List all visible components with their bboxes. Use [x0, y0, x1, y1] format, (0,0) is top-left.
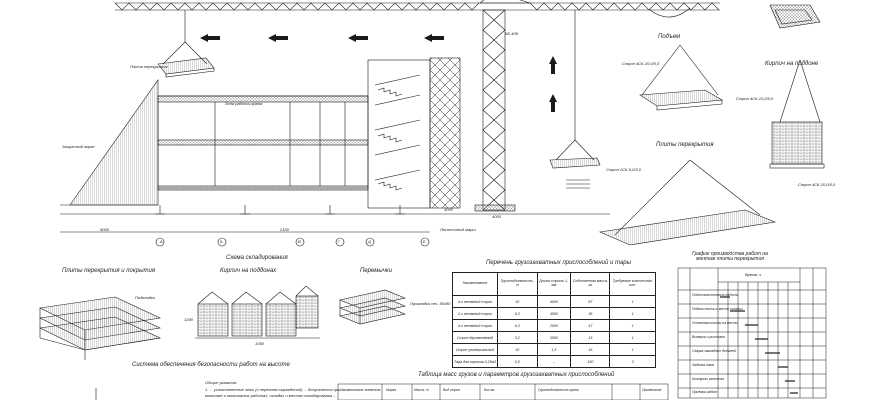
table-cell: 4000 — [537, 308, 571, 320]
table-cell: 2-х ветвевой строп — [453, 308, 498, 320]
axis-a: А — [160, 239, 163, 244]
lintel-note: Прокладки сеч. 50х80 — [410, 301, 451, 306]
table-cell: 1 — [610, 296, 656, 308]
table-row — [453, 344, 656, 356]
schedule-task-7: Контроль качества — [692, 377, 724, 381]
table-cell: 160 — [571, 356, 610, 368]
axis-e: Е — [423, 239, 426, 244]
sling-label-4: Строп 4СК-10,0/5,0 — [798, 182, 836, 187]
devices-col-length: Длина стропа, L, мм — [537, 273, 571, 296]
loads-header-1: Наименование элемента — [340, 388, 381, 392]
title-lift-floor-slabs: Плиты перекрытия — [656, 142, 714, 148]
schedule-task-2: Подача плиты к месту укладки — [692, 307, 743, 311]
title-lintels: Перемычки — [360, 268, 393, 274]
arrow-note: Зона работы крана — [225, 101, 263, 106]
storage-lintels — [340, 290, 405, 324]
schedule-task-1: Подготовительные работы — [692, 293, 739, 297]
schedule-task-6: Заделка швов — [692, 363, 715, 367]
building-section — [155, 58, 460, 214]
title-bricks-pallets: Кирпич на поддонах — [220, 268, 277, 274]
loads-header-5: Кол-во — [484, 388, 495, 392]
crane-label: КБ-408 — [505, 31, 518, 36]
earth-slope — [60, 80, 158, 205]
table-cell: 87 — [571, 296, 610, 308]
table-cell: 36 — [571, 308, 610, 320]
sling-label-1: Строп 4СК-10,0/5,0 — [622, 61, 660, 66]
table-cell: 6,3 — [498, 308, 538, 320]
title-safety-system: Система обеспечения безопасности работ на высоте — [132, 362, 290, 368]
table-cell: 1 — [610, 320, 656, 332]
axis-d: Д — [368, 239, 371, 244]
table-cell: 15 — [571, 332, 610, 344]
dimension-2: 2100 — [280, 227, 289, 232]
devices-table — [452, 272, 656, 368]
title-loads-table: Таблица масс грузов и параметров грузозахватных приспособлений — [418, 372, 615, 378]
table-cell: 4-х ветвевой строп — [453, 296, 498, 308]
sling-label-2: Строп 4СК-10,0/5,0 — [736, 96, 774, 101]
sling-label-3: Строп 2СК-5,0/3,0 — [606, 167, 641, 172]
slab-note: Плита перекрытия — [130, 64, 168, 69]
notes-line-1: 1. ... установленные зоны (с перечнем ограждений) ... допускается при ... — [205, 387, 345, 392]
sling-diagrams — [600, 5, 824, 245]
dimension-4: 4000 — [492, 214, 501, 219]
storage-slabs — [40, 297, 160, 360]
loads-header-2: Марка — [386, 388, 397, 392]
table-cell: 6,3 — [498, 320, 538, 332]
loads-header-4: Вид строп — [443, 388, 461, 392]
table-cell: Строп универсальный — [453, 344, 498, 356]
dimension-1: 9000 — [100, 227, 109, 232]
table-row — [453, 356, 656, 368]
loads-header-3: Масса, т — [414, 388, 429, 392]
table-cell: 3000 — [537, 332, 571, 344]
notes-line-2: монтаже и монтажных работах, складах и местах складирования ... — [205, 393, 337, 398]
loads-header-7: Примечание — [642, 388, 662, 392]
axis-b: Б — [220, 239, 223, 244]
table-cell: 3,2 — [498, 332, 538, 344]
schedule-task-3: Установка плиты на место — [692, 321, 738, 325]
loads-header-6: Грузоподъемность крана — [538, 388, 579, 392]
table-cell: Тара для кирпича 0,25м3 — [453, 356, 498, 368]
brick-width: 1050 — [255, 341, 264, 346]
dimension-3: 4000 — [444, 207, 453, 212]
devices-col-mass: Собственная масса, кг — [571, 273, 610, 296]
title-slabs-storage: Плиты перекрытия и покрытия — [62, 268, 156, 274]
table-cell: 47 — [571, 320, 610, 332]
table-cell: Строп двухветвевой — [453, 332, 498, 344]
stair-note: Лестничный марш — [440, 227, 476, 232]
table-cell: 2 — [610, 356, 656, 368]
table-row — [453, 320, 656, 332]
crane-tower — [475, 0, 600, 211]
title-devices-list: Перечень грузозахватных приспособлений и тары — [486, 260, 632, 266]
notes-title: Общие указания: — [205, 380, 238, 385]
table-cell: 1 — [610, 308, 656, 320]
axis-v: В — [298, 239, 301, 244]
devices-col-capacity: Грузоподъемность, т — [498, 273, 538, 296]
brick-height: 1290 — [184, 317, 193, 322]
devices-col-name: Наименование — [453, 273, 498, 296]
table-cell: 10 — [498, 296, 538, 308]
table-cell: – — [537, 356, 571, 368]
title-section-axes: Схема складирования — [226, 255, 288, 261]
table-cell: 4000 — [537, 296, 571, 308]
axis-g: Г — [338, 239, 341, 244]
storage-wood-note: Подкладки — [135, 295, 156, 300]
table-cell: 10 — [498, 344, 538, 356]
crane-jib — [115, 3, 720, 10]
table-cell: 16 — [571, 344, 610, 356]
storage-bricks — [195, 286, 320, 338]
table-cell: 0,5 — [498, 356, 538, 368]
table-row — [453, 332, 656, 344]
title-lift-slabs: Подъем — [658, 34, 681, 40]
table-cell: 4-х ветвевой строп — [453, 320, 498, 332]
schedule-task-8: Приемка работ — [692, 390, 718, 394]
title-crane-schedule: График производства работ на монтаж плиты перекрытия — [692, 251, 768, 262]
axis-markers — [156, 238, 429, 246]
table-row — [453, 296, 656, 308]
schedule-header: Время, ч — [745, 272, 762, 277]
table-cell: 1 — [610, 332, 656, 344]
devices-table-header — [453, 273, 656, 296]
table-cell: 1 — [610, 344, 656, 356]
schedule-task-4: Выверка и рихтовка — [692, 335, 725, 339]
table-row — [453, 308, 656, 320]
schedule-task-5: Сварка закладных деталей — [692, 349, 737, 353]
table-cell: 1,5 — [537, 344, 571, 356]
title-panel-on-pallet: Кирпич на поддоне — [765, 61, 819, 67]
table-cell: 2000 — [537, 320, 571, 332]
fence-note: Защитный экран — [62, 144, 95, 149]
devices-col-qty: Требуемое количество, шт. — [610, 273, 656, 296]
